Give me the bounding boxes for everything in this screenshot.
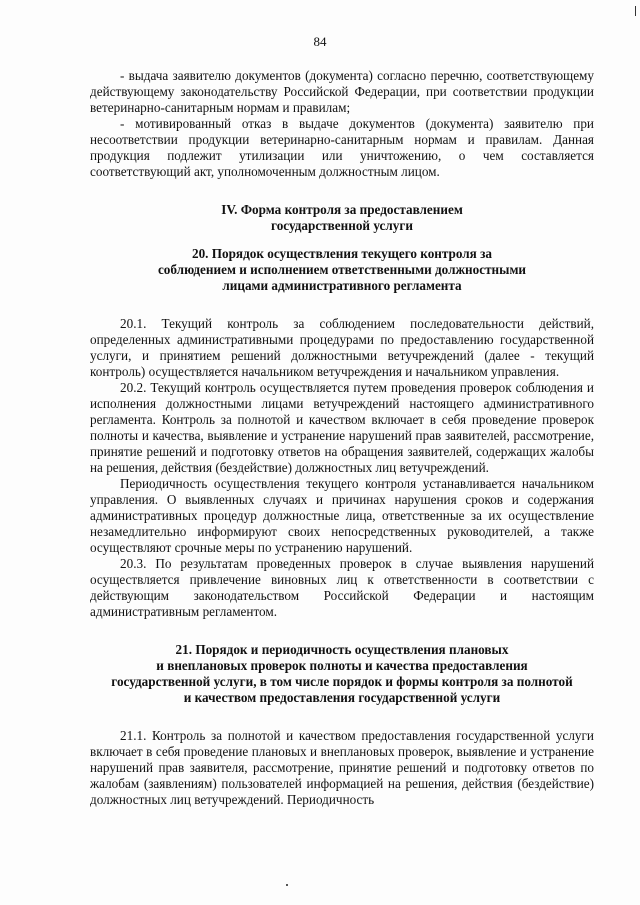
paragraph-issue-documents: - выдача заявителю документов (документа) согласно перечню, соответствующему действующему законодательству Российской Федерации, при соответствии продукции ветеринарно-санитарным нормам и правилам; [90, 68, 594, 115]
subsection-title-line: соблюдением и исполнением ответственными должностными [157, 262, 527, 277]
scan-mark [635, 6, 636, 16]
scan-dot [286, 884, 288, 886]
subsection-title-line: и качеством предоставления государственной услуги [183, 690, 501, 705]
subsection-title-line: 20. Порядок осуществления текущего контроля за [191, 246, 493, 261]
paragraph-20-2: 20.2. Текущий контроль осуществляется путем проведения проверок соблюдения и исполнения должностными лицами ветучреждений настоящего административного регламента. Контроль за полнотой и качеством включает в себя проведение проверок полноты и качества, выявление и устранение нарушений прав заявителей, рассмотрение, принятие решений и подготовку ответов на обращения заявителей, содержащих жалобы на решения, действия (бездействие) должностных лиц ветучреждений. [90, 380, 594, 475]
page-number: 84 [313, 34, 327, 49]
paragraph-21-1: 21.1. Контроль за полнотой и качеством предоставления государственной услуги включает в себя проведение плановых и внеплановых проверок, выявление и устранение нарушений прав заявителя, рассмотрение, принятие решений и подготовку ответов по жалобам (заявлениям) пользователей информацией на решения, действия (бездействие) должностных лиц ветучреждений. Периодичность [90, 728, 594, 807]
section-title-line: государственной услуги [271, 218, 413, 233]
paragraph-20-3: 20.3. По результатам проведенных проверок в случае выявления нарушений осуществляется привлечение виновных лиц к ответственности в соответствии с действующим законодательством Российской Федерации и настоящим административным регламентом. [90, 556, 594, 619]
subsection-title-line: и внеплановых проверок полноты и качества предоставления [156, 658, 528, 673]
subsection-title-line: государственной услуги, в том числе порядок и формы контроля за полнотой [111, 674, 573, 689]
subsection-title-line: лицами административного регламента [222, 278, 462, 293]
subsection-title-line: 21. Порядок и периодичность осуществления плановых [175, 642, 509, 657]
subsection-21-title [90, 642, 594, 706]
paragraph-periodicity: Периодичность осуществления текущего контроля устанавливается начальником управления. О выявленных случаях и причинах нарушения сроков и содержания административных процедур должностные лица, ответственные за их осуществление незамедлительно информируют своих непосредственных руководителей, а также осуществляют срочные меры по устранению нарушений. [90, 476, 594, 555]
document-body [90, 68, 594, 808]
section-title [90, 202, 594, 234]
paragraph-20-1: 20.1. Текущий контроль за соблюдением последовательности действий, определенных административными процедурами по предоставлению государственной услуги, и принятием решений должностными ветучреждений (далее - текущий контроль) осуществляется начальником ветучреждения и начальником управления. [90, 316, 594, 379]
paragraph-refusal: - мотивированный отказ в выдаче документов (документа) заявителю при несоответствии продукции ветеринарно-санитарным нормам и правилам. Данная продукция подлежит утилизации или уничтожению, о чем составляется соответствующий акт, уполномоченным должностным лицом. [90, 116, 594, 179]
subsection-20-title [90, 246, 594, 294]
section-title-line: IV. Форма контроля за предоставлением [221, 202, 463, 217]
